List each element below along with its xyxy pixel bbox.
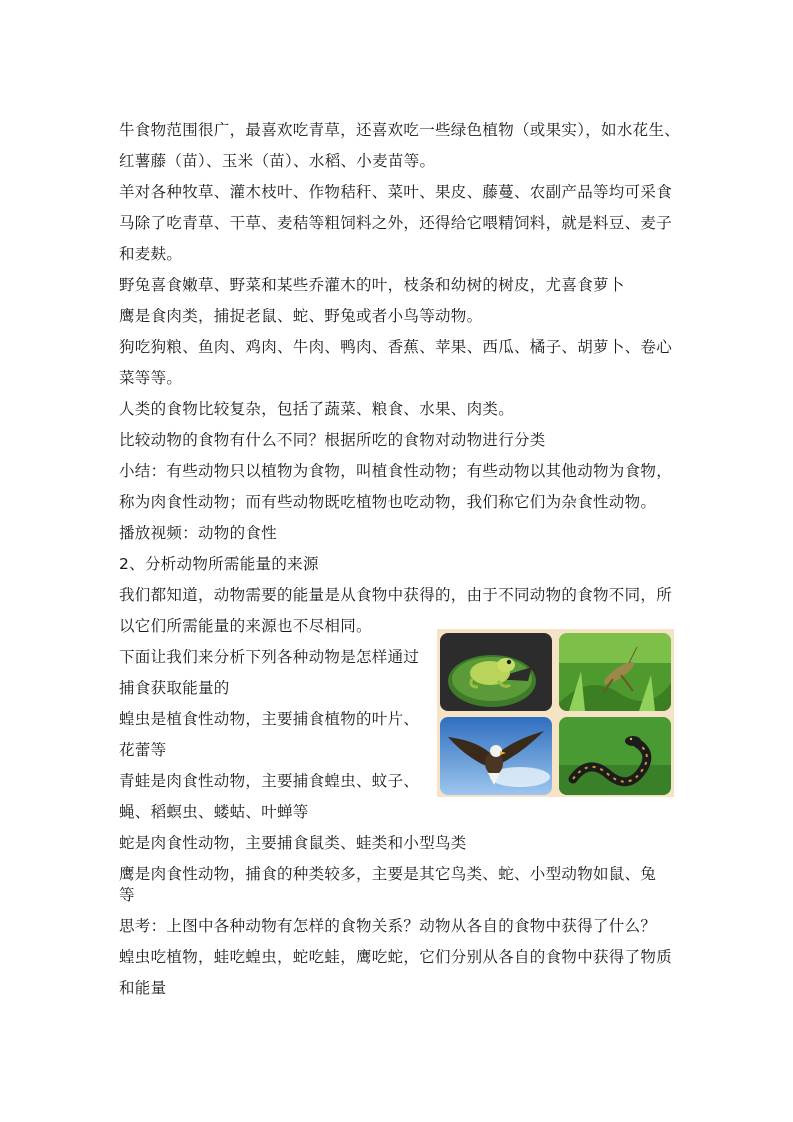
snake-photo (559, 717, 671, 795)
paragraph-locust-line2: 花蕾等 (119, 741, 167, 759)
paragraph-snake: 蛇是肉食性动物，主要捕食鼠类、蛙类和小型鸟类 (119, 834, 467, 852)
paragraph-compare: 比较动物的食物有什么不同？根据所吃的食物对动物进行分类 (119, 431, 546, 449)
paragraph-energy-line2: 以它们所需能量的来源也不尽相同。 (119, 617, 372, 635)
paragraph-frog-line1: 青蛙是肉食性动物，主要捕食蝗虫、蚊子、 (119, 772, 420, 790)
paragraph-hawk-line2: 等 (119, 886, 135, 904)
paragraph-dog-line2: 菜等等。 (119, 369, 183, 387)
paragraph-chain-line1: 蝗虫吃植物，蛙吃蝗虫，蛇吃蛙，鹰吃蛇，它们分别从各自的食物中获得了物质 (119, 948, 673, 966)
paragraph-analyze-line1: 下面让我们来分析下列各种动物是怎样通过 (119, 648, 420, 666)
paragraph-summary-line2: 称为肉食性动物；而有些动物既吃植物也吃动物，我们称它们为杂食性动物。 (119, 493, 657, 511)
paragraph-hawk-line1: 鹰是肉食性动物，捕食的种类较多，主要是其它鸟类、蛇、小型动物如鼠、兔 (119, 865, 657, 883)
eagle-photo (440, 717, 552, 795)
paragraph-sheep: 羊对各种牧草、灌木枝叶、作物秸秆、菜叶、果皮、藤蔓、农副产品等均可采食 (119, 183, 673, 201)
paragraph-cattle-line2: 红薯藤（苗）、玉米（苗）、水稻、小麦苗等。 (119, 152, 436, 170)
paragraph-analyze-line2: 捕食获取能量的 (119, 679, 230, 697)
paragraph-think: 思考：上图中各种动物有怎样的食物关系？动物从各自的食物中获得了什么？ (119, 917, 657, 935)
paragraph-dog-line1: 狗吃狗粮、鱼肉、鸡肉、牛肉、鸭肉、香蕉、苹果、西瓜、橘子、胡萝卜、卷心 (119, 338, 673, 356)
paragraph-chain-line2: 和能量 (119, 979, 167, 997)
section-heading: 2、分析动物所需能量的来源 (119, 555, 319, 573)
paragraph-horse-line1: 马除了吃青草、干草、麦秸等粗饲料之外，还得给它喂精饲料，就是料豆、麦子 (119, 214, 673, 232)
grasshopper-photo (559, 633, 671, 711)
paragraph-eagle: 鹰是食肉类，捕捉老鼠、蛇、野兔或者小鸟等动物。 (119, 307, 483, 325)
frog-photo (440, 633, 552, 711)
paragraph-summary-line1: 小结：有些动物只以植物为食物，叫植食性动物；有些动物以其他动物为食物， (119, 462, 673, 480)
animal-photo-grid (437, 629, 674, 797)
paragraph-human: 人类的食物比较复杂，包括了蔬菜、粮食、水果、肉类。 (119, 400, 515, 418)
paragraph-energy-line1: 我们都知道，动物需要的能量是从食物中获得的，由于不同动物的食物不同，所 (119, 586, 673, 604)
paragraph-rabbit: 野兔喜食嫩草、野菜和某些乔灌木的叶，枝条和幼树的树皮，尤喜食萝卜 (119, 276, 625, 294)
paragraph-horse-line2: 和麦麸。 (119, 245, 183, 263)
paragraph-video: 播放视频：动物的食性 (119, 524, 278, 542)
paragraph-cattle-line1: 牛食物范围很广，最喜欢吃青草，还喜欢吃一些绿色植物（或果实），如水花生、 (119, 121, 681, 139)
paragraph-frog-line2: 蝇、稻螟虫、蝼蛄、叶蝉等 (119, 803, 309, 821)
paragraph-locust-line1: 蝗虫是植食性动物，主要捕食植物的叶片、 (119, 710, 420, 728)
